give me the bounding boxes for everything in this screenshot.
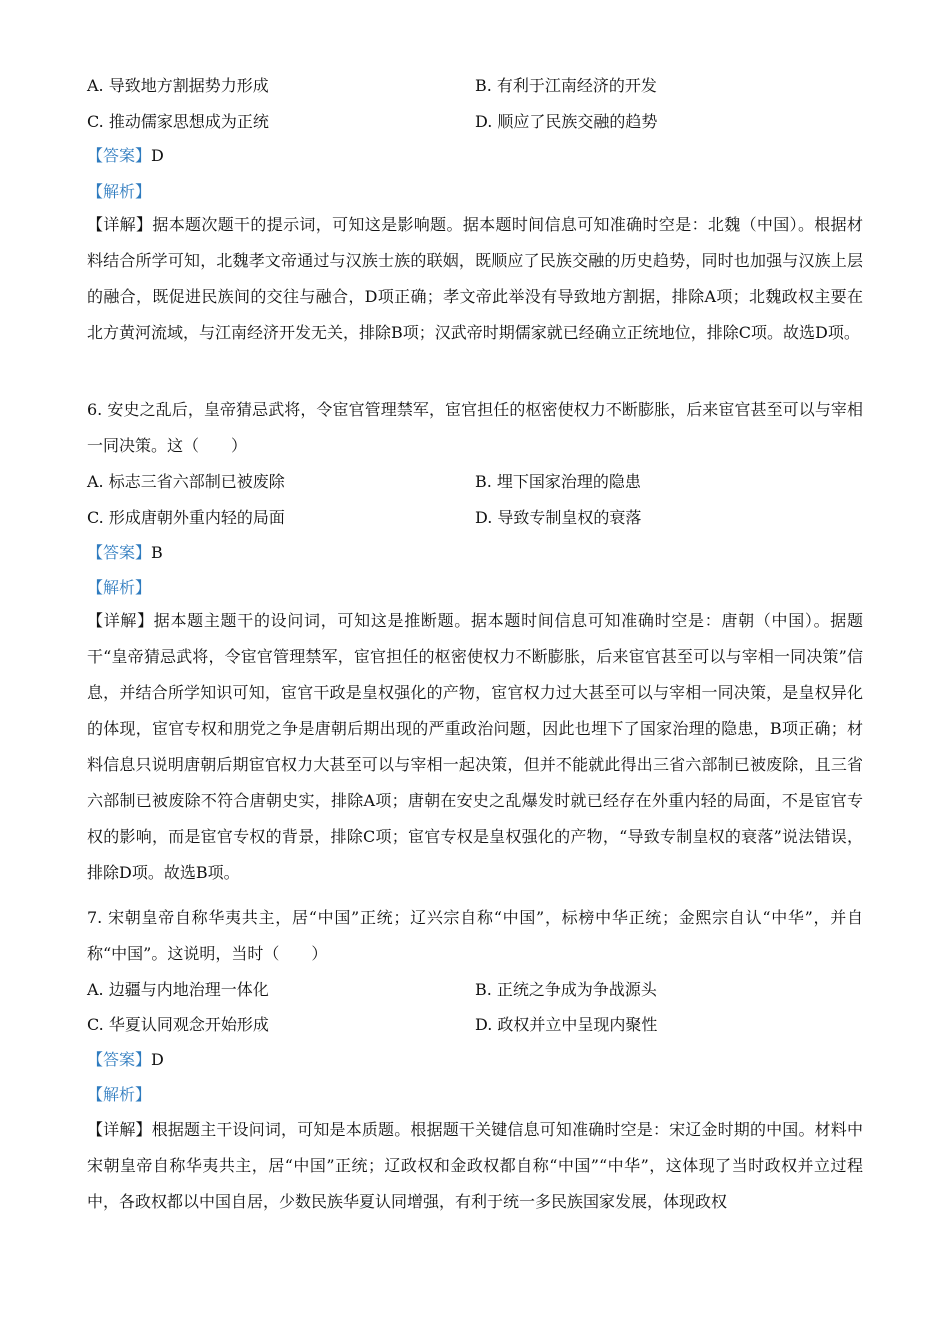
q7-stem: 7. 宋朝皇帝自称华夷共主，居“中国”正统；辽兴宗自称“中国”，标榜中华正统；金熙宗自认“中华”，并自称“中国”。这说明，当时（ ）: [87, 908, 863, 963]
answer-tag: 【答案】: [87, 146, 152, 165]
q6-answer: [87, 541, 163, 565]
q5-option-c: C. 推动儒家思想成为正统: [87, 112, 269, 131]
q6-option-d: D. 导致专制皇权的衰落: [475, 508, 642, 527]
answer-tag: 【答案】: [87, 543, 152, 562]
q6-option-c: C. 形成唐朝外重内轻的局面: [87, 508, 285, 527]
q6-stem: 6. 安史之乱后，皇帝猜忌武将，令宦官管理禁军，宦官担任的枢密使权力不断膨胀，后来宦官甚至可以与宰相一同决策。这（ ）: [87, 400, 863, 455]
q7-option-b: B. 正统之争成为争战源头: [475, 980, 657, 999]
detail-tag: 【详解】: [87, 215, 153, 234]
q7-option-c: C. 华夏认同观念开始形成: [87, 1015, 269, 1034]
answer-tag: 【答案】: [87, 1050, 152, 1069]
q7-detail: [87, 1112, 863, 1220]
detail-tag: 【详解】: [87, 1120, 152, 1139]
q5-analysis-tag: 【解析】: [87, 182, 152, 201]
answer-value: B: [151, 543, 163, 562]
q6-option-b: B. 埋下国家治理的隐患: [475, 472, 641, 491]
q5-option-a: A. 导致地方割据势力形成: [87, 76, 269, 95]
q6-detail: [87, 603, 863, 891]
q5-detail: [87, 207, 863, 351]
detail-tag: 【详解】: [87, 611, 154, 630]
q6-analysis-tag: 【解析】: [87, 578, 152, 597]
detail-text: 据本题次题干的提示词，可知这是影响题。据本题时间信息可知准确时空是：北魏（中国）。根据材料结合所学可知，北魏孝文帝通过与汉族士族的联姻，既顺应了民族交融的历史趋势，同时也加强与汉族上层的融合，既促进民族间的交往与融合，D项正确；孝文帝此举没有导致地方割据，排除A项；北魏政权主要在北方黄河流域，与江南经济开发无关，排除B项；汉武帝时期儒家就已经确立正统地位，排除C项。故选D项。: [87, 215, 863, 342]
q7-option-d: D. 政权并立中呈现内聚性: [475, 1015, 658, 1034]
q7-analysis-tag: 【解析】: [87, 1085, 152, 1104]
q5-answer: [87, 144, 164, 168]
answer-value: D: [151, 146, 164, 165]
q7-option-a: A. 边疆与内地治理一体化: [87, 980, 269, 999]
detail-text: 据本题主题干的设问词，可知这是推断题。据本题时间信息可知准确时空是：唐朝（中国）。据题干“皇帝猜忌武将，令宦官管理禁军，宦官担任的枢密使权力不断膨胀，后来宦官甚至可以与宰相一同决策”信息，并结合所学知识可知，宦官干政是皇权强化的产物，宦官权力过大甚至可以与宰相一同决策，是皇权异化的体现，宦官专权和朋党之争是唐朝后期出现的严重政治问题，因此也埋下了国家治理的隐患，B项正确；材料信息只说明唐朝后期宦官权力大甚至可以与宰相一起决策，但并不能就此得出三省六部制已被废除，且三省六部制已被废除不符合唐朝史实，排除A项；唐朝在安史之乱爆发时就已经存在外重内轻的局面，不是宦官专权的影响，而是宦官专权的背景，排除C项；宦官专权是皇权强化的产物，“导致专制皇权的衰落”说法错误，排除D项。故选B项。: [87, 611, 863, 882]
q5-option-b: B. 有利于江南经济的开发: [475, 76, 657, 95]
q7-answer: [87, 1048, 164, 1072]
q6-option-a: A. 标志三省六部制已被废除: [87, 472, 285, 491]
q5-option-d: D. 顺应了民族交融的趋势: [475, 112, 658, 131]
answer-value: D: [151, 1050, 164, 1069]
detail-text: 根据题主干设问词，可知是本质题。根据题干关键信息可知准确时空是：宋辽金时期的中国。材料中宋朝皇帝自称华夷共主，居“中国”正统；辽政权和金政权都自称“中国”“中华”，这体现了当时政权并立过程中，各政权都以中国自居，少数民族华夏认同增强，有利于统一多民族国家发展，体现政权: [87, 1120, 863, 1211]
